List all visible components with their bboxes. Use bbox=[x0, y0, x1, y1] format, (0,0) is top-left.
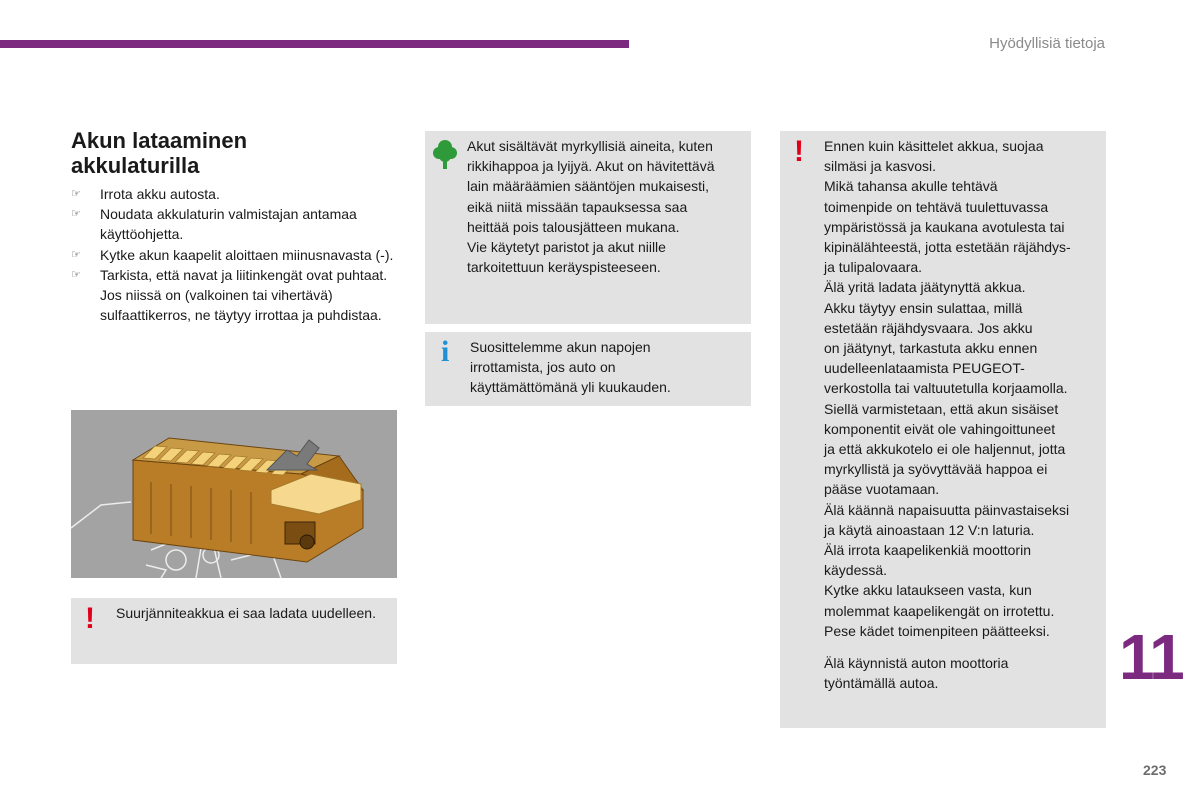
environment-note-box bbox=[425, 131, 751, 324]
text-line: Siellä varmistetaan, että akun sisäiset bbox=[824, 400, 1059, 417]
list-item-text: Kytke akun kaapelit aloittaen miinusnavasta (-). bbox=[100, 246, 394, 263]
text-line: käydessä. bbox=[824, 562, 888, 579]
text-line: Mikä tahansa akulle tehtävä bbox=[824, 178, 998, 195]
header-accent-bar bbox=[0, 40, 629, 48]
text-line: ja että akkukotelo ei ole haljennut, jotta bbox=[824, 441, 1066, 458]
text-line: Akut sisältävät myrkyllisiä aineita, kuten bbox=[467, 138, 713, 154]
text-line: tarkoitettuun keräyspisteeseen. bbox=[467, 259, 661, 276]
text-line: ympäristössä ja kaukana avotulesta tai bbox=[824, 218, 1065, 235]
text-line: käyttämättömänä yli kuukauden. bbox=[470, 379, 671, 396]
text-line: ja käytä ainoastaan 12 V:n laturia. bbox=[824, 521, 1035, 538]
text-line: verkostolla tai valtuutetulla korjaamolla. bbox=[824, 380, 1068, 397]
page-heading: Akun lataaminen akkulaturilla bbox=[71, 128, 248, 178]
info-icon: i bbox=[441, 335, 450, 368]
page-number: 223 bbox=[1143, 762, 1167, 778]
text-line: Vie käytetyt paristot ja akut niille bbox=[467, 239, 666, 256]
text-line: on jäätynyt, tarkastuta akku ennen bbox=[824, 340, 1038, 357]
tree-icon bbox=[433, 139, 457, 169]
list-item bbox=[71, 265, 401, 326]
warning-icon: ! bbox=[794, 135, 804, 168]
warning-icon: ! bbox=[85, 602, 95, 635]
text-line: silmäsi ja kasvosi. bbox=[824, 158, 937, 175]
instruction-list bbox=[71, 184, 401, 325]
text-line: Kytke akku lataukseen vasta, kun bbox=[824, 582, 1032, 599]
text-line: Pese kädet toimenpiteen päätteeksi. bbox=[824, 622, 1050, 639]
text-line: ja tulipalovaara. bbox=[824, 259, 923, 276]
text-line: Ennen kuin käsittelet akkua, suojaa bbox=[824, 138, 1044, 154]
warning-text: Suurjänniteakkua ei saa ladata uudelleen. bbox=[116, 605, 376, 621]
text-line: uudelleenlataamista PEUGEOT- bbox=[824, 360, 1025, 377]
text-line: Älä käännä napaisuutta päinvastaiseksi bbox=[824, 501, 1070, 518]
text-line: irrottamista, jos auto on bbox=[470, 359, 616, 376]
list-item bbox=[71, 204, 401, 244]
text-line: rikkihappoa ja lyijyä. Akut on hävitettävä bbox=[467, 158, 715, 175]
list-item-text: Tarkista, että navat ja liitinkengät ovat puhtaat. Jos niissä on (valkoinen tai vihertävä) sulfaattikerros, ne täytyy irrottaa ja puhdistaa. bbox=[100, 266, 388, 324]
text-line: kipinälähteestä, jotta estetään räjähdys- bbox=[824, 239, 1071, 256]
text-line: Akku täytyy ensin sulattaa, millä bbox=[824, 299, 1023, 316]
pointing-hand-icon: ☞ bbox=[71, 208, 81, 221]
text-line: myrkyllistä ja syövyttävää happoa ei bbox=[824, 461, 1048, 478]
text-line: työntämällä autoa. bbox=[824, 675, 939, 692]
list-item bbox=[71, 245, 401, 265]
info-note-box bbox=[425, 332, 751, 406]
pointing-hand-icon: ☞ bbox=[71, 268, 81, 281]
safety-warning-box bbox=[780, 131, 1106, 728]
text-line: estetään räjähdysvaara. Jos akku bbox=[824, 319, 1033, 336]
battery-drawing bbox=[71, 410, 397, 578]
text-line: heittää pois talousjätteen mukana. bbox=[467, 218, 680, 235]
list-item bbox=[71, 184, 401, 204]
list-item-text: Noudata akkulaturin valmistajan antamaa käyttöohjetta. bbox=[100, 206, 357, 243]
chapter-number: 11 bbox=[1119, 621, 1183, 693]
high-voltage-warning-box bbox=[71, 598, 397, 664]
text-line: molemmat kaapelikengät on irrotettu. bbox=[824, 602, 1055, 619]
text-line: pääse vuotamaan. bbox=[824, 481, 940, 498]
text-line: eikä niitä missään tapauksessa saa bbox=[467, 198, 688, 215]
pointing-hand-icon: ☞ bbox=[71, 248, 81, 261]
text-line: lain määräämien sääntöjen mukaisesti, bbox=[467, 178, 710, 195]
text-line: Älä yritä ladata jäätynyttä akkua. bbox=[824, 279, 1026, 296]
section-title: Hyödyllisiä tietoja bbox=[989, 35, 1105, 52]
text-line: Suosittelemme akun napojen bbox=[470, 339, 651, 355]
pointing-hand-icon: ☞ bbox=[71, 188, 81, 200]
text-line: Älä irrota kaapelikenkiä moottorin bbox=[824, 542, 1031, 559]
battery-illustration bbox=[71, 410, 397, 578]
text-line: toimenpide on tehtävä tuulettuvassa bbox=[824, 198, 1049, 215]
list-item-text: Irrota akku autosta. bbox=[100, 186, 220, 202]
text-line: Älä käynnistä auton moottoria bbox=[824, 655, 1009, 672]
text-line: komponentit eivät ole vahingoittuneet bbox=[824, 420, 1056, 437]
